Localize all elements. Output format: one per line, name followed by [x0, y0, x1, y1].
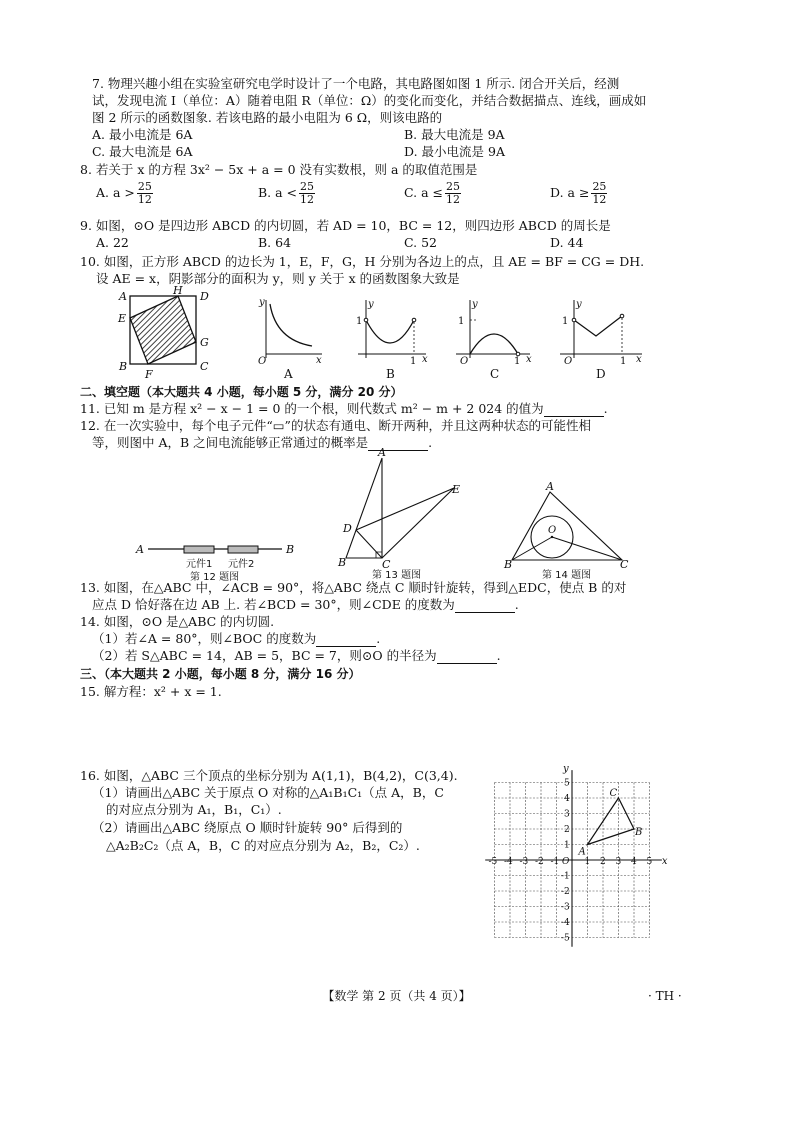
component-1-label: 元件1 [186, 559, 213, 570]
q13-answer-blank [455, 600, 515, 613]
y-tick-label: 1 [564, 840, 570, 851]
q10-line1: 10. 如图，正方形 ABCD 的边长为 1，E，F，G，H 分别为各边上的点，且 AE = BF = CG = DH. [80, 254, 645, 269]
section-2-heading: 二、填空题（本大题共 4 小题，每小题 5 分，满分 20 分） [80, 385, 403, 399]
q13-line2: 应点 D 恰好落在边 AB 上. 若∠BCD = 30°，则∠CDE 的度数为 . [92, 597, 519, 612]
x-tick-label: -1 [550, 857, 560, 867]
q7-option-a: A. 最小电流是 6A [92, 127, 193, 142]
q8-option-a: A. a > $\frac{25}{12}$ [96, 180, 152, 206]
label-b: B [119, 360, 128, 373]
q7-option-d: D. 最小电流是 9A [404, 144, 505, 159]
q9-option-b: B. 64 [258, 235, 292, 250]
q10-graph-d [556, 296, 646, 382]
q8-stem: 8. 若关于 x 的方程 3x² − 5x + a = 0 没有实数根，则 a 的取值范围是 [80, 162, 478, 177]
label-d: D [200, 290, 209, 303]
svg-text:A: A [136, 543, 144, 556]
svg-text:B: B [338, 556, 347, 569]
graph-label-a: A [284, 367, 293, 381]
q9-option-a: A. 22 [96, 235, 129, 250]
y-tick-label: 3 [564, 809, 570, 820]
x-tick-label: -3 [519, 857, 529, 867]
svg-text:x: x [422, 354, 428, 365]
q9-option-c: C. 52 [404, 235, 437, 250]
svg-text:1: 1 [562, 316, 569, 327]
fig14-incircle [504, 482, 634, 580]
y-tick-label: 2 [564, 825, 570, 835]
svg-text:y: y [576, 299, 582, 310]
q14-answer-blank-1 [316, 634, 376, 647]
svg-text:A: A [378, 446, 386, 459]
y-tick-label: -3 [561, 902, 570, 913]
y-tick-label: -2 [561, 887, 570, 897]
label-g: G [200, 336, 209, 349]
q11-answer-blank [544, 404, 604, 417]
svg-text:E: E [452, 483, 461, 496]
origin-label: O [562, 857, 570, 867]
svg-text:C: C [620, 558, 629, 571]
x-tick-label: -5 [488, 857, 498, 867]
point-c-label: C [609, 788, 618, 799]
y-tick-label: -1 [561, 871, 570, 882]
footer-page-info: 【数学 第 2 页（共 4 页）】 [322, 989, 471, 1003]
component-2-label: 元件2 [228, 559, 255, 570]
svg-text:x: x [526, 354, 532, 365]
section-3-heading: 三、（本大题共 2 小题，每小题 8 分，满分 16 分） [80, 667, 361, 681]
svg-text:A: A [546, 480, 554, 493]
q7-option-b: B. 最大电流是 9A [404, 127, 505, 142]
q7-option-c: C. 最大电流是 6A [92, 144, 193, 159]
q16-coordinate-grid [488, 763, 682, 964]
point-a-label: A [578, 846, 586, 858]
svg-text:O: O [258, 356, 267, 367]
q11-stem: 11. 已知 m 是方程 x² − x − 1 = 0 的一个根，则代数式 m² − m + 2 024 的值为 . [80, 401, 608, 416]
fig13-triangles [334, 448, 466, 580]
q8-option-b: B. a < $\frac{25}{12}$ [258, 180, 315, 206]
x-tick-label: -2 [535, 857, 544, 867]
x-tick-label: 2 [600, 857, 606, 867]
label-h: H [173, 284, 183, 297]
q12-line1: 12. 在一次实验中，每个电子元件“▭”的状态有通电、断开两种，并且这两种状态的可能性相 [80, 418, 591, 433]
svg-text:1: 1 [620, 356, 627, 367]
svg-text:1: 1 [514, 356, 521, 367]
q16-line4: （2）请画出△ABC 绕原点 O 顺时针旋转 90° 后得到的 [92, 820, 403, 835]
svg-text:C: C [382, 558, 391, 571]
q12-line2: 等，则图中 A，B 之间电流能够正常通过的概率是 . [92, 435, 433, 450]
q10-square-figure [112, 284, 217, 381]
svg-text:D: D [343, 522, 352, 535]
svg-text:1: 1 [410, 356, 417, 367]
x-tick-label: 1 [584, 857, 591, 867]
svg-text:B: B [504, 558, 513, 571]
q10-line2: 设 AE = x，阴影部分的面积为 y，则 y 关于 x 的函数图象大致是 [96, 271, 460, 286]
q16-line3: 的对应点分别为 A₁，B₁，C₁）. [106, 802, 282, 817]
y-tick-label: 4 [564, 794, 570, 804]
svg-text:O: O [564, 356, 573, 367]
fig14-caption: 第 14 题图 [542, 570, 592, 581]
q7-line2: 试，发现电流 I（单位：A）随着电阻 R（单位：Ω）的变化而变化，并结合数据描点、连线，画成如 [92, 93, 647, 108]
label-a: A [119, 290, 127, 303]
q14-stem: 14. 如图，⊙O 是△ABC 的内切圆. [80, 614, 275, 629]
svg-text:x: x [316, 355, 322, 366]
q8-fraction: $\frac{25}{12}$ [445, 180, 460, 206]
svg-text:B: B [286, 543, 295, 556]
q10-graph-c [452, 296, 534, 382]
q14-part1: （1）若∠A = 80°，则∠BOC 的度数为 . [92, 631, 381, 646]
q7-line3: 图 2 所示的函数图象. 若该电路的最小电阻为 6 Ω，则该电路的 [92, 110, 443, 125]
q7-line1: 7. 物理兴趣小组在实验室研究电学时设计了一个电路，其电路图如图 1 所示. 闭合开关后，经测 [92, 76, 620, 91]
q16-line5: △A₂B₂C₂（点 A，B，C 的对应点分别为 A₂，B₂，C₂）. [106, 838, 420, 853]
svg-text:y: y [259, 297, 265, 308]
x-tick-label: -4 [504, 857, 513, 867]
fig12-circuit [136, 538, 298, 586]
x-tick-label: 4 [631, 857, 637, 867]
y-tick-label: 5 [564, 778, 570, 789]
q10-graph-a [254, 296, 326, 382]
point-b-label: B [635, 827, 643, 838]
y-tick-label: -5 [561, 933, 570, 944]
triangle-abc [588, 798, 635, 845]
q8-option-d: D. a ≥ $\frac{25}{12}$ [550, 180, 607, 206]
fig12-caption: 第 12 题图 [190, 572, 240, 583]
q8-option-c: C. a ≤ $\frac{25}{12}$ [404, 180, 460, 206]
q8-fraction: $\frac{25}{12}$ [300, 180, 315, 206]
x-tick-label: 5 [646, 857, 653, 867]
q14-answer-blank-2 [437, 651, 497, 664]
svg-text:1: 1 [458, 316, 465, 327]
graph-label-c: C [490, 367, 500, 381]
label-f: F [145, 368, 153, 381]
q8-fraction: $\frac{25}{12}$ [137, 180, 152, 206]
fig13-caption: 第 13 题图 [372, 570, 422, 581]
q15-stem: 15. 解方程：x² + x = 1. [80, 684, 222, 699]
q9-stem: 9. 如图，⊙O 是四边形 ABCD 的内切圆，若 AD = 10，BC = 12，则四边形 ABCD 的周长是 [80, 218, 611, 233]
q16-line2: （1）请画出△ABC 关于原点 O 对称的△A₁B₁C₁（点 A，B，C [92, 785, 444, 800]
q14-part2: （2）若 S△ABC = 14，AB = 5，BC = 7，则⊙O 的半径为 . [92, 648, 501, 663]
y-axis-label: y [563, 763, 569, 775]
svg-text:x: x [636, 354, 642, 365]
x-axis-label: x [661, 856, 668, 867]
q8-fraction: $\frac{25}{12}$ [592, 180, 607, 206]
q16-line1: 16. 如图，△ABC 三个顶点的坐标分别为 A(1,1)，B(4,2)，C(3,4). [80, 768, 458, 783]
q9-option-d: D. 44 [550, 235, 584, 250]
x-tick-label: 3 [615, 857, 622, 867]
svg-text:1: 1 [356, 316, 363, 327]
footer-code: · TH · [648, 989, 682, 1003]
q13-line1: 13. 如图，在△ABC 中，∠ACB = 90°，将△ABC 绕点 C 顺时针旋转，得到△EDC，使点 B 的对 [80, 580, 627, 595]
y-tick-label: -4 [561, 918, 570, 928]
graph-label-b: B [386, 367, 395, 381]
svg-text:y: y [368, 299, 374, 310]
label-c: C [200, 360, 209, 373]
graph-label-d: D [596, 367, 606, 381]
label-e: E [118, 312, 127, 325]
svg-text:O: O [548, 525, 557, 536]
svg-text:y: y [472, 299, 478, 310]
q10-graph-b [348, 296, 430, 382]
svg-text:O: O [460, 356, 469, 367]
